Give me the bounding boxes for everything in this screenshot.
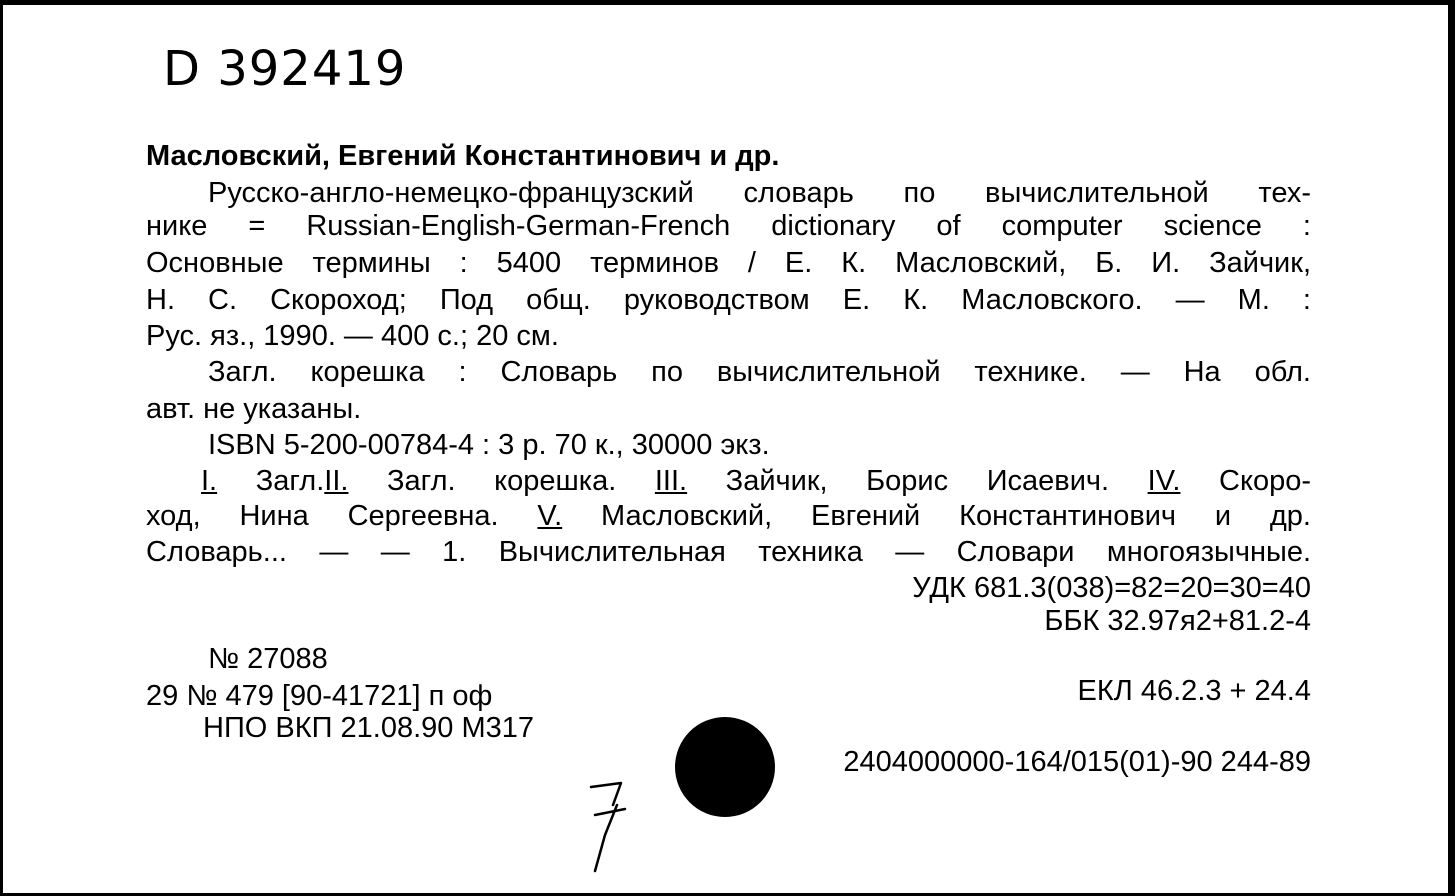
note-line-2: авт. не указаны. [146,393,362,425]
tracing-roman-2: II. [324,465,349,497]
note-line-1: Загл. корешка : Словарь по вычислительной технике. — На обл. [208,356,1311,388]
tracing-line-2 [146,499,1311,533]
tracing-line-1 [201,464,1311,498]
ekl-index: ЕКЛ 46.2.3 + 24.4 [1077,675,1311,707]
title-line-1: Русско-англо-немецко-французский словарь по вычислительной тех- [208,177,1311,209]
record-number: № 27088 [208,643,328,675]
code-line: 2404000000-164/015(01)-90 244-89 [843,746,1311,778]
tracing-text-2: Загл. корешка. [348,465,655,497]
tracing-text-3: Зайчик, Борис Исаевич. [687,465,1148,497]
bbk-index: ББК 32.97я2+81.2-4 [1044,605,1311,637]
punched-hole-dot [675,717,775,817]
title-line-3: Основные термины : 5400 терминов / Е. К. Масловский, Б. И. Зайчик, [146,247,1311,279]
handwritten-mark-7 [573,775,643,875]
udk-index: УДК 681.3(038)=82=20=30=40 [912,572,1311,604]
call-number: D 392419 [163,41,407,97]
tracing-roman-1: I. [201,465,218,497]
title-line-4: Н. С. Скороход; Под общ. руководством Е. К. Масловского. — М. : [146,284,1311,316]
isbn-line: ISBN 5-200-00784-4 : 3 р. 70 к., 30000 экз. [208,429,770,461]
order-line: 29 № 479 [90-41721] п оф [146,680,493,712]
title-line-5: Рус. яз., 1990. — 400 с.; 20 см. [146,320,559,352]
author-heading: Масловский, Евгений Константинович и др. [146,140,780,172]
tracing-line-3: Словарь... — — 1. Вычислительная техника — Словари многоязычные. [146,536,1311,568]
tracing-text-1: Загл. [217,465,325,497]
tracing-text-5: ход, Нина Сергеевна. [146,500,538,532]
title-line-2: нике = Russian-English-German-French dictionary of computer science : [146,210,1311,242]
tracing-roman-3: III. [654,465,688,497]
tracing-roman-5: V. [537,500,563,532]
npo-line: НПО ВКП 21.08.90 М317 [203,712,535,744]
tracing-text-4: Скоро- [1180,465,1312,497]
tracing-roman-4: IV. [1147,465,1181,497]
tracing-text-6: Масловский, Евгений Константинович и др. [562,500,1311,532]
